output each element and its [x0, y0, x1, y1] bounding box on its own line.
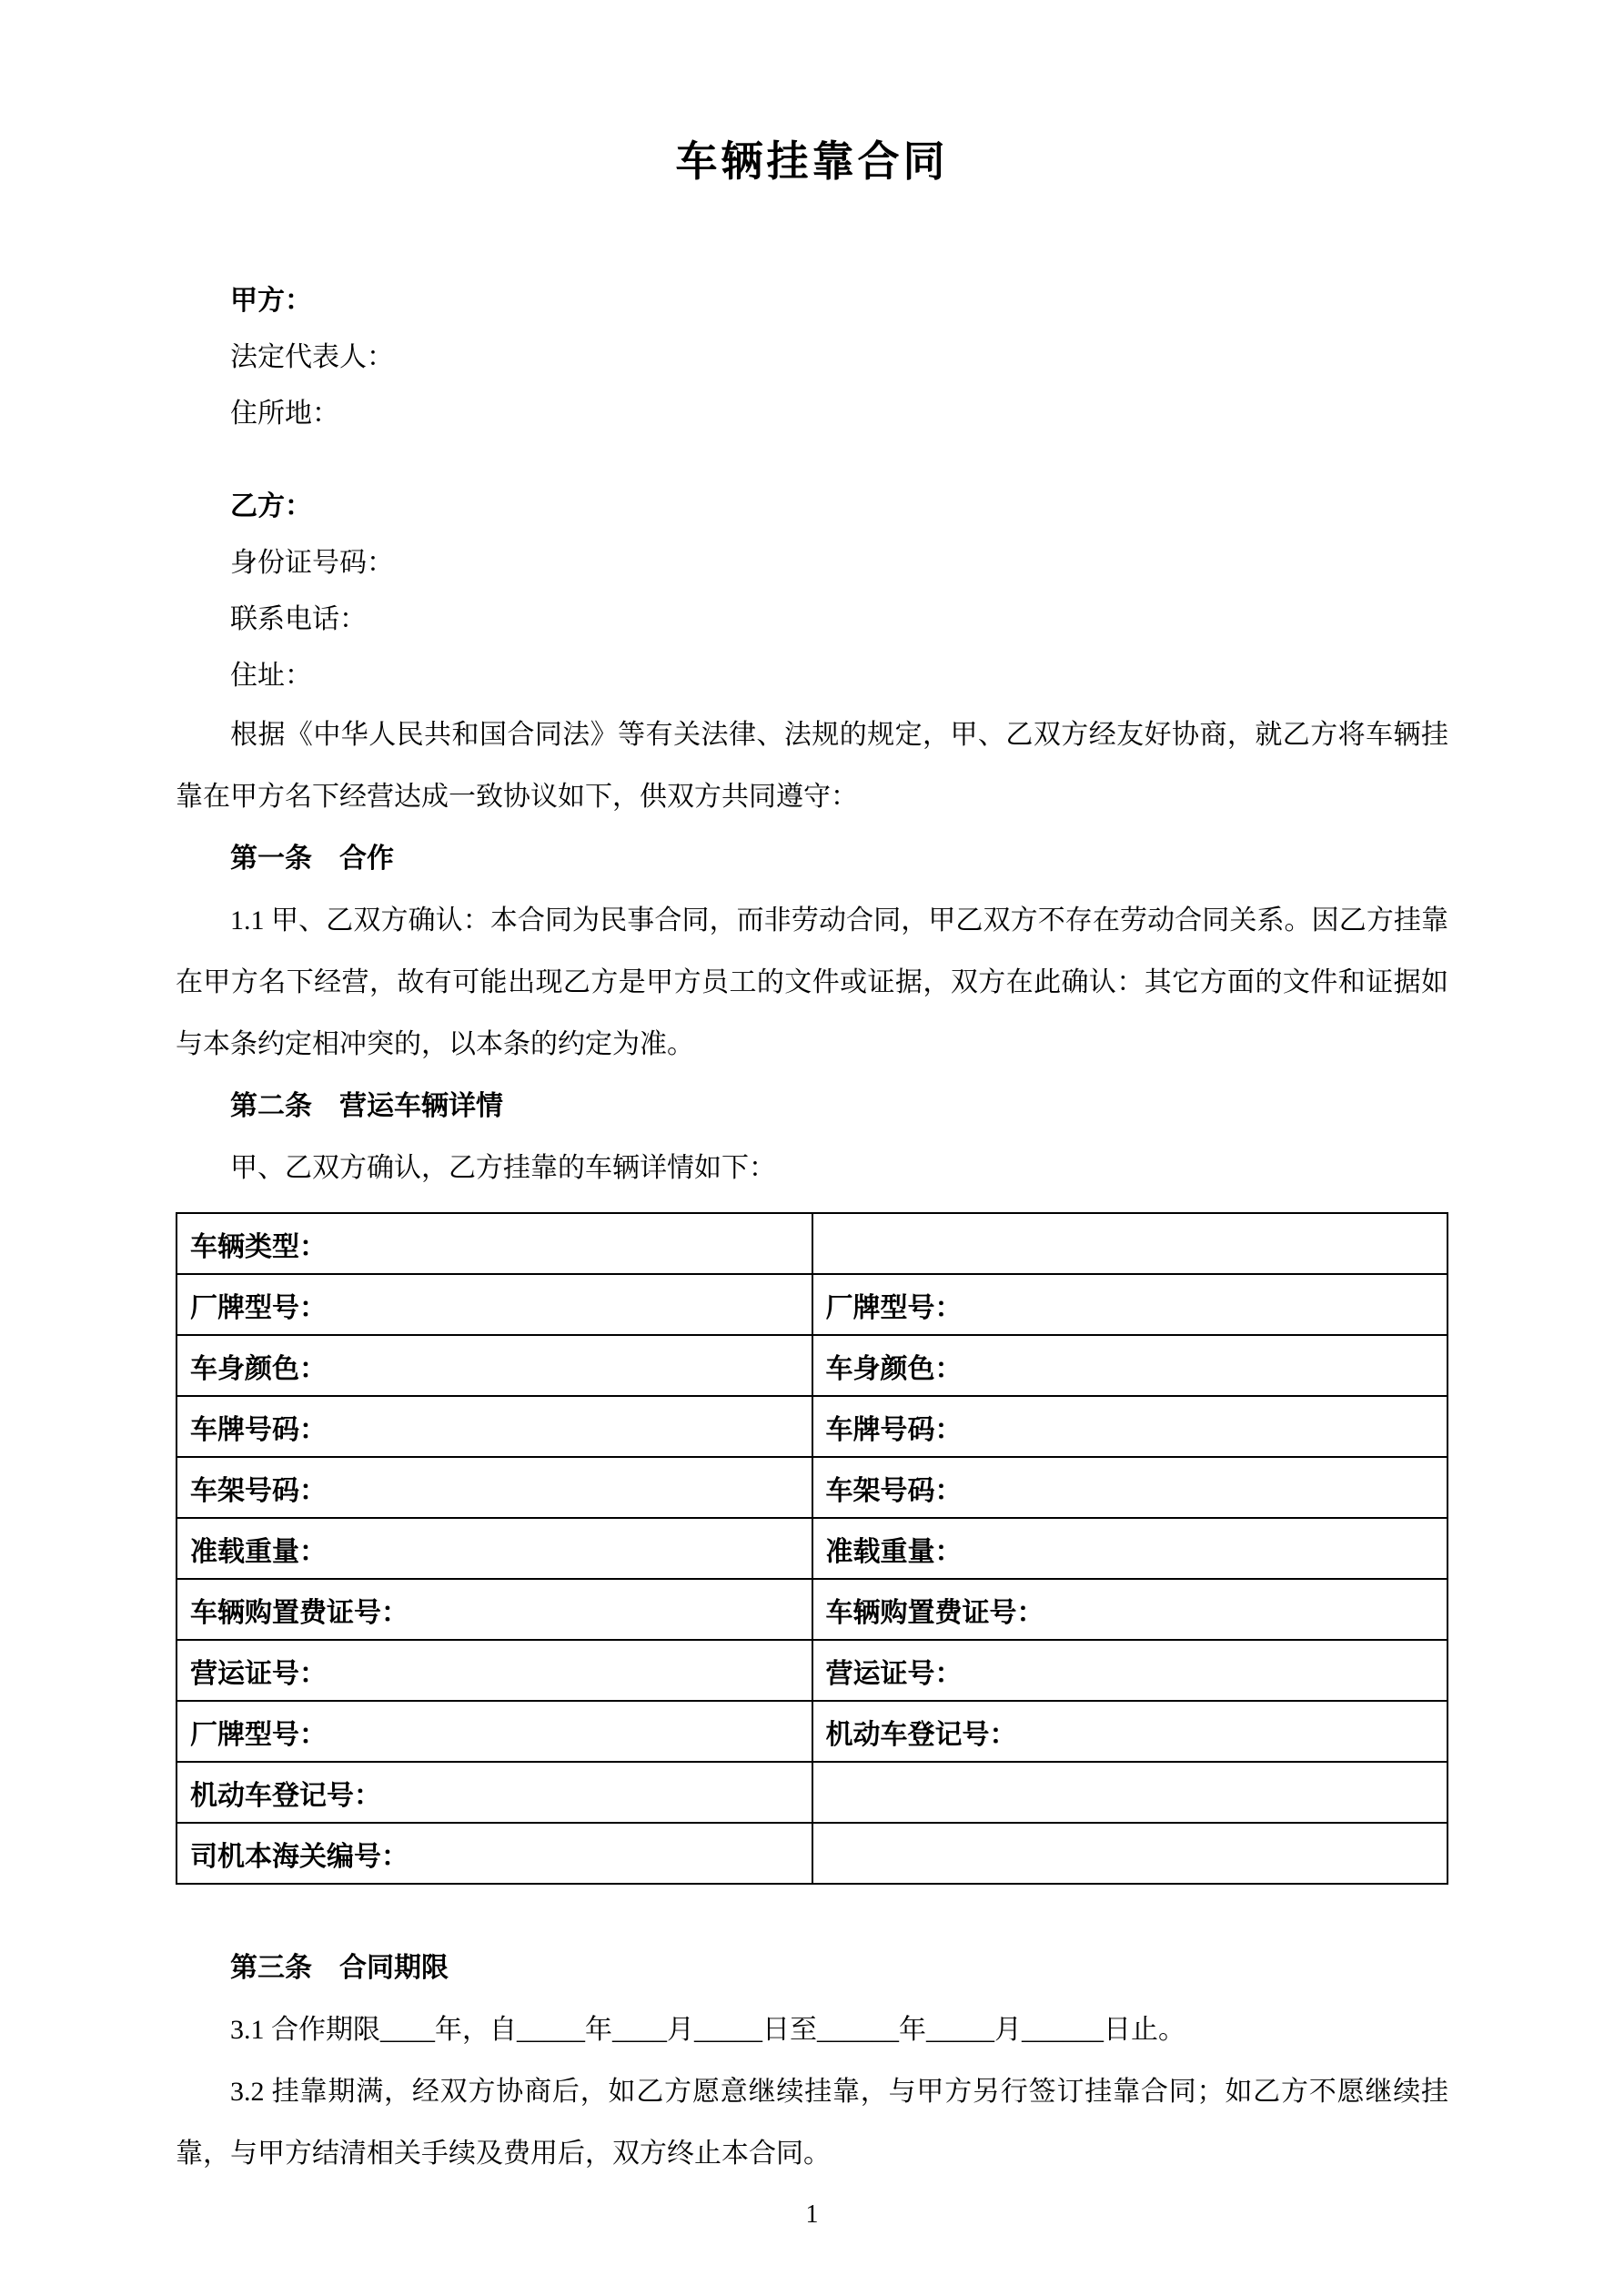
clause-3-1: 3.1 合作期限____年，自_____年____月_____日至______年_____月______日止。 [230, 2015, 1185, 2045]
party-b-id-number: 身份证号码： [230, 548, 394, 578]
section2-intro: 甲、乙双方确认，乙方挂靠的车辆详情如下： [230, 1153, 776, 1183]
party-b-section [176, 479, 1448, 704]
page-number: 1 [805, 2200, 819, 2229]
clause-1-1: 1.1 甲、乙双方确认：本合同为民事合同，而非劳动合同，甲乙双方不存在劳动合同关系。因乙方挂靠在甲方名下经营，故有可能出现乙方是甲方员工的文件或证据，双方在此确认：其它方面的文件和证据如与本条约定相冲突的，以本条的约定为准。 [176, 905, 1448, 1059]
party-a-legal-representative: 法定代表人： [230, 342, 394, 372]
table-cell-driver-customs-number: 司机本海关编号： [177, 1823, 812, 1884]
party-section-spacer [176, 442, 1448, 479]
vehicle-details-table [176, 1212, 1448, 1885]
table-cell-purchase-certificate: 车辆购置费证号： [812, 1579, 1448, 1640]
table-cell-brand-model: 厂牌型号： [177, 1274, 812, 1335]
section2-heading: 第二条 营运车辆详情 [230, 1091, 503, 1121]
table-row [177, 1213, 1447, 1274]
table-cell-frame-number: 车架号码： [177, 1457, 812, 1518]
party-b-label: 乙方： [230, 491, 312, 521]
table-cell-body-color: 车身颜色： [177, 1335, 812, 1396]
table-row [177, 1396, 1447, 1457]
clause-3-2: 3.2 挂靠期满，经双方协商后，如乙方愿意继续挂靠，与甲方另行签订挂靠合同；如乙方不愿继续挂靠，与甲方结清相关手续及费用后，双方终止本合同。 [176, 2077, 1448, 2169]
section1-heading: 第一条 合作 [230, 844, 394, 874]
table-cell-operation-license: 营运证号： [177, 1640, 812, 1701]
party-a-residence: 住所地： [230, 399, 339, 429]
table-cell-purchase-certificate: 车辆购置费证号： [177, 1579, 812, 1640]
table-row [177, 1823, 1447, 1884]
table-row [177, 1518, 1447, 1579]
table-cell-vehicle-registration: 机动车登记号： [812, 1701, 1448, 1762]
table-cell-plate-number: 车牌号码： [177, 1396, 812, 1457]
table-cell-empty [812, 1213, 1448, 1274]
table-row [177, 1579, 1447, 1640]
table-cell-load-capacity: 准载重量： [177, 1518, 812, 1579]
preamble-paragraph: 根据《中华人民共和国合同法》等有关法律、法规的规定，甲、乙双方经友好协商，就乙方将车辆挂靠在甲方名下经营达成一致协议如下，供双方共同遵守： [176, 720, 1448, 812]
table-cell-empty [812, 1823, 1448, 1884]
table-row [177, 1762, 1447, 1823]
table-row [177, 1274, 1447, 1335]
table-cell-vehicle-type: 车辆类型： [177, 1213, 812, 1274]
party-a-section [176, 273, 1448, 442]
table-row [177, 1701, 1447, 1762]
section3-heading: 第三条 合同期限 [230, 1953, 449, 1983]
table-row [177, 1335, 1447, 1396]
table-row [177, 1640, 1447, 1701]
table-cell-vehicle-registration: 机动车登记号： [177, 1762, 812, 1823]
party-b-phone: 联系电话： [230, 604, 367, 634]
party-b-address: 住址： [230, 661, 312, 691]
contract-title: 车辆挂靠合同 [675, 138, 949, 185]
party-a-label: 甲方： [230, 286, 312, 316]
table-cell-brand-model: 厂牌型号： [177, 1701, 812, 1762]
table-cell-empty [812, 1762, 1448, 1823]
table-cell-frame-number: 车架号码： [812, 1457, 1448, 1518]
table-cell-load-capacity: 准载重量： [812, 1518, 1448, 1579]
table-cell-operation-license: 营运证号： [812, 1640, 1448, 1701]
table-row [177, 1457, 1447, 1518]
table-cell-body-color: 车身颜色： [812, 1335, 1448, 1396]
table-cell-brand-model: 厂牌型号： [812, 1274, 1448, 1335]
table-cell-plate-number: 车牌号码： [812, 1396, 1448, 1457]
section3 [176, 1937, 1448, 2185]
